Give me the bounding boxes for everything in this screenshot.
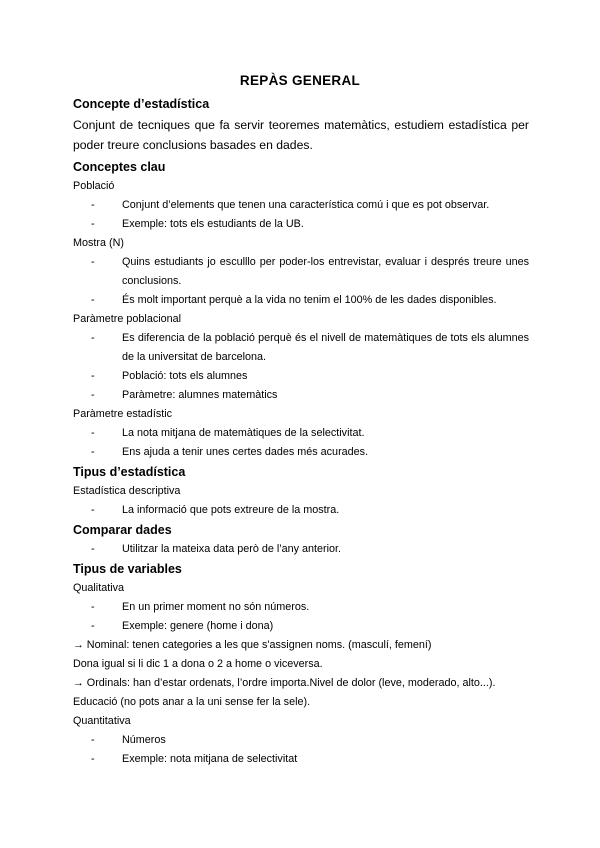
list-parametre-poblacional [73,329,529,405]
document-body [73,94,529,769]
list-comparar-dades [73,540,529,559]
list-quantitativa [73,731,529,769]
label-estadistica-descriptiva: Estadística descriptiva [73,485,181,497]
list-item: - Exemple: tots els estudiants de la UB. [88,215,529,234]
list-qualitativa [73,598,529,636]
label-parametre-poblacional: Paràmetre poblacional [73,313,182,325]
list-item: - Quins estudiants jo esculllo per poder-los entrevistar, evaluar i després treure unes conclusions. [88,253,529,291]
label-poblacio: Població [73,180,115,192]
list-poblacio [73,196,529,234]
heading-conceptes-clau: Conceptes clau [73,160,166,174]
heading-tipus-estadistica: Tipus d’estadística [73,465,186,479]
heading-comparar-dades: Comparar dades [73,523,172,537]
list-item: - La informació que pots extreure de la mostra. [88,501,529,520]
label-qualitativa: Qualitativa [73,582,125,594]
label-parametre-estadistic: Paràmetre estadístic [73,408,173,420]
text-ordinals: → Ordinals: han d’estar ordenats, l’ordre importa.Nivel de dolor (leve, moderado, alto...). [73,677,496,689]
list-item: - Exemple: nota mitjana de selectivitat [88,750,529,769]
list-item: - En un primer moment no són números. [88,598,529,617]
text-ordinals-note: Educació (no pots anar a la uni sense fer la sele). [73,696,311,708]
label-mostra: Mostra (N) [73,237,124,249]
list-item: - Població: tots els alumnes [88,367,529,386]
list-item: - La nota mitjana de matemàtiques de la selectivitat. [88,424,529,443]
label-quantitativa: Quantitativa [73,715,131,727]
list-item: - Es diferencia de la població perquè és el nivell de matemàtiques de tots els alumnes de la universitat de barcelona. [88,329,529,367]
list-parametre-estadistic [73,424,529,462]
text-nominal-note: Dona igual si li dic 1 a dona o 2 a home o viceversa. [73,658,323,670]
list-item: - És molt important perquè a la vida no tenim el 100% de les dades disponibles. [88,291,529,310]
list-item: - Conjunt d’elements que tenen una característica comú i que es pot observar. [88,196,529,215]
intro-paragraph: Conjunt de tecniques que fa servir teoremes matemàtics, estudiem estadística per poder treure conclusions basades en dades. [73,118,529,152]
heading-tipus-variables: Tipus de variables [73,562,182,576]
text-nominal: → Nominal: tenen categories a les que s'assignen noms. (masculí, femení) [73,639,432,651]
list-item: - Utilitzar la mateixa data però de l’any anterior. [88,540,529,559]
list-item: - Números [88,731,529,750]
list-estadistica-descriptiva [73,501,529,520]
list-item: - Exemple: genere (home i dona) [88,617,529,636]
list-mostra [73,253,529,310]
list-item: - Ens ajuda a tenir unes certes dades més acurades. [88,443,529,462]
heading-concepte: Concepte d’estadística [73,97,210,111]
page-title: REPÀS GENERAL [239,73,361,88]
list-item: - Paràmetre: alumnes matemàtics [88,386,529,405]
